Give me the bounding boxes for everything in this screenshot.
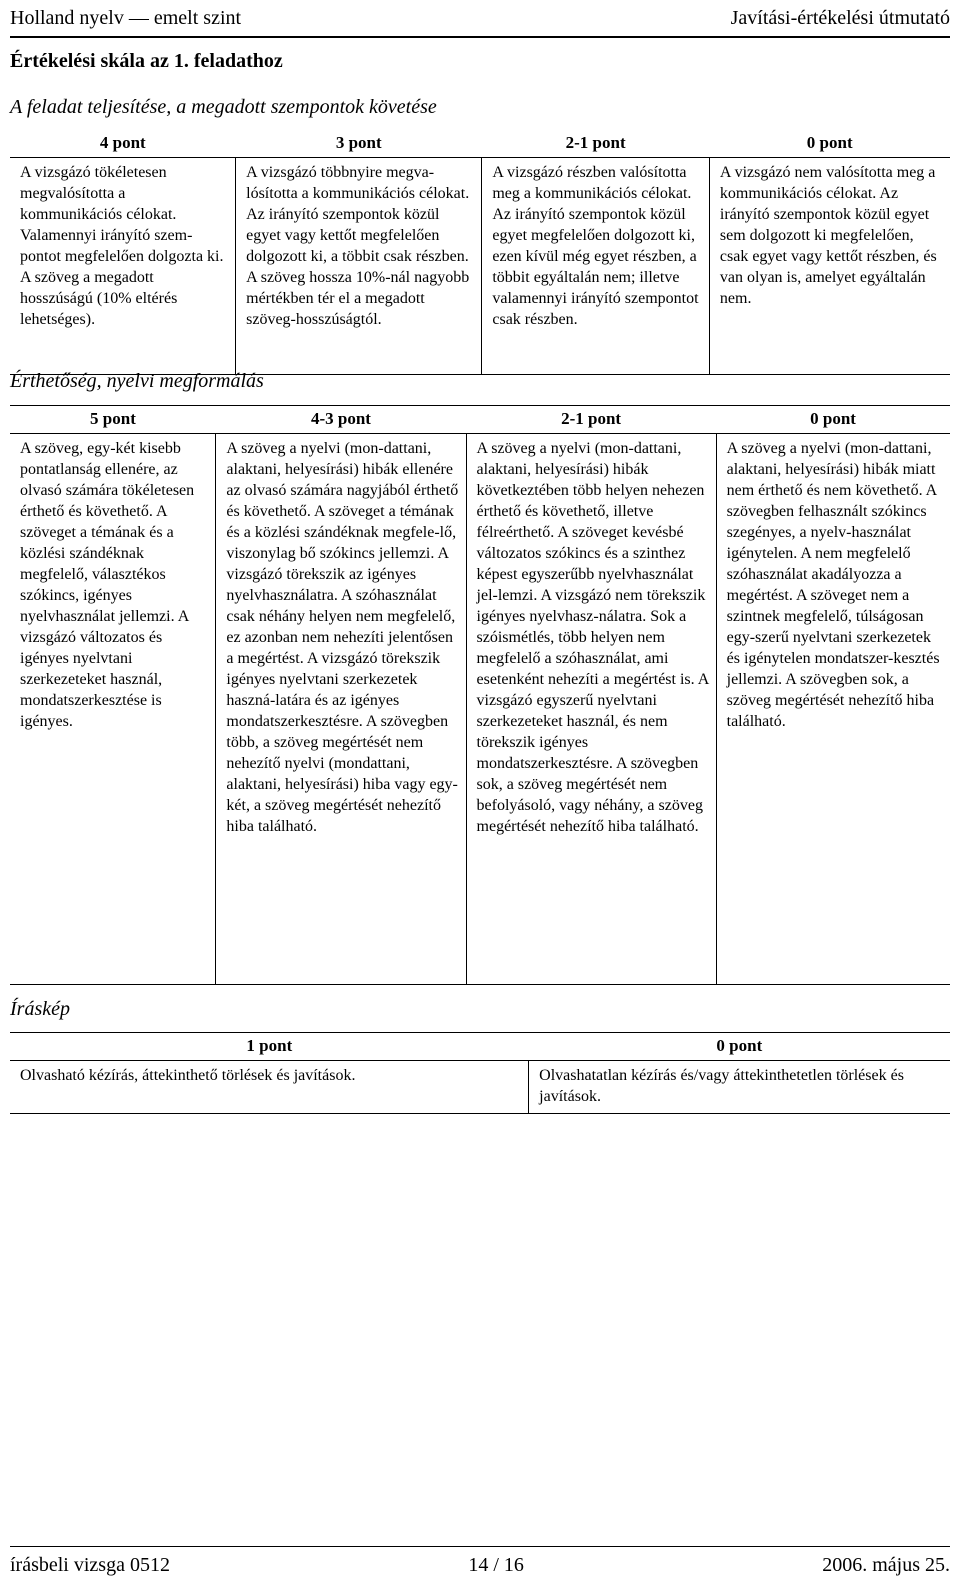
rubric-cell: A szöveg a nyelvi (mon-dattani, alaktani, helyesírási) hibák miatt nem érthető és nem követhető. A szövegben felhasznált szókincs szegényes, a nyelv-használat igénytelen. A nem megfelelő szóhasználat akadályozza a megértést. A szöveget nem a szintnek megfelelő, túlságosan egy-szerű nyelvtani szerkezetek és igénytelen mondatszer-kesztés jellemzi. A szövegben sok, a szöveg megértését nehezítő hiba található.	[716, 434, 950, 985]
col-header: 1 pont	[246, 1036, 293, 1055]
col-header: 0 pont	[810, 409, 856, 428]
col-header: 5 pont	[90, 409, 136, 428]
rubric-cell: Olvashatatlan kézírás és/vagy áttekinthetetlen törlések és javítások.	[529, 1061, 950, 1114]
rubric-cell: A vizsgázó többnyire megva-lósította a kommunikációs célokat. Az irányító szempontok közül egyet vagy kettőt megfelelően dolgozott ki, a többit csak részben. A szöveg hossza 10%-nál nagyobb mértékben tér el a megadott szöveg-hosszúságtól.	[236, 158, 482, 375]
col-header: 0 pont	[806, 133, 853, 152]
col-header: 4 pont	[99, 133, 146, 152]
rubric-cell: Olvasható kézírás, áttekinthető törlések és javítások.	[20, 1067, 356, 1084]
col-header: 0 pont	[716, 1036, 763, 1055]
rubric-cell: A vizsgázó részben valósította meg a kommunikációs célokat. Az irányító szempontok közül egyet megfelelően dolgozott ki, ezen kívül még egyet részben, a többit egyáltalán nem; illetve valamennyi irányító szempontot csak részben.	[482, 158, 710, 375]
page-header	[10, 0, 950, 38]
header-left: Holland nyelv — emelt szint	[10, 6, 242, 29]
col-header: 4-3 pont	[310, 409, 371, 428]
section3-heading: Íráskép	[10, 998, 70, 1020]
rubric-cell: A vizsgázó tökéletesen megvalósította a kommunikációs célokat. Valamennyi irányító szem-pontot megfelelően dolgozta ki. A szöveg a megadott hosszúságú (10% eltérés lehetséges).	[20, 164, 224, 328]
section2-heading: Érthetőség, nyelvi megformálás	[10, 370, 264, 392]
rubric-cell: A szöveg a nyelvi (mon-dattani, alaktani, helyesírási) hibák ellenére az olvasó számára nagyjából érthető és követhető. A szöveget a témának és a közlési szándéknak megfele-lő, viszonylag bő szókincs jellemzi. A vizsgázó törekszik az igényes nyelvhasználatra. A szóhasználat csak néhány helyen nem megfelelő, ez azonban nem nehezíti jelentősen a megértést. A vizsgázó törekszik igényes nyelvtani szerkezetek haszná-latára és az igényes mondatszerkesztésre. A szövegben több, a szöveg megértését nem nehezítő nyelvi (mondattani, alaktani, helyesírási) hiba vagy egy-két, a szöveg megértését nehezítő hiba található.	[216, 434, 466, 985]
page-number: 14 / 16	[468, 1554, 524, 1576]
col-header: 3 pont	[335, 133, 382, 152]
page-title: Értékelési skála az 1. feladathoz	[10, 50, 283, 72]
page-footer	[10, 1546, 950, 1579]
rubric-cell: A szöveg a nyelvi (mon-dattani, alaktani, helyesírási) hibák következtében több helyen nehezen érthető és követhető, illetve félreérthető. A szöveget kevésbé változatos szókincs és a szinthez képest egyszerűbb nyelvhasználat jel-lemzi. A vizsgázó nem törekszik igényes nyelvhasz-nálatra. Sok a szóismétlés, több helyen nem megfelelő a szóhasználat, ami esetenként nehezíti a megértést is. A vizsgázó egyszerű nyelvtani szerkezeteket használ, és nem törekszik igényes mondatszerkesztésre. A szövegben sok, a szöveg megértését nem befolyásoló, vagy néhány, a szöveg megértését nehezítő hiba található.	[466, 434, 716, 985]
footer-date: 2006. május 25.	[822, 1554, 950, 1576]
header-right: Javítási-értékelési útmutató	[730, 6, 950, 29]
rubric-table-handwriting	[10, 1032, 950, 1114]
rubric-cell: A szöveg, egy-két kisebb pontatlanság ellenére, az olvasó számára tökéletesen érthető és követhető. A szöveget a témának és a közlési szándéknak megfelelő, választékos szókincs, igényes nyelvhasználat jellemzi. A vizsgázó változatos és igényes nyelvtani szerkezeteket használ, mondatszerkesztése is igényes.	[20, 440, 195, 730]
footer-left: írásbeli vizsga 0512	[10, 1554, 170, 1576]
rubric-table-task	[10, 130, 950, 375]
section1-heading: A feladat teljesítése, a megadott szempontok követése	[10, 96, 437, 118]
col-header: 2-1 pont	[561, 409, 622, 428]
rubric-cell: A vizsgázó nem valósította meg a kommunikációs célokat. Az irányító szempontok közül egyet sem dolgozott ki megfelelően, csak egyet vagy kettőt részben, és van olyan is, amelyet egyáltalán nem.	[709, 158, 950, 375]
rubric-table-language	[10, 405, 950, 985]
col-header: 2-1 pont	[565, 133, 626, 152]
